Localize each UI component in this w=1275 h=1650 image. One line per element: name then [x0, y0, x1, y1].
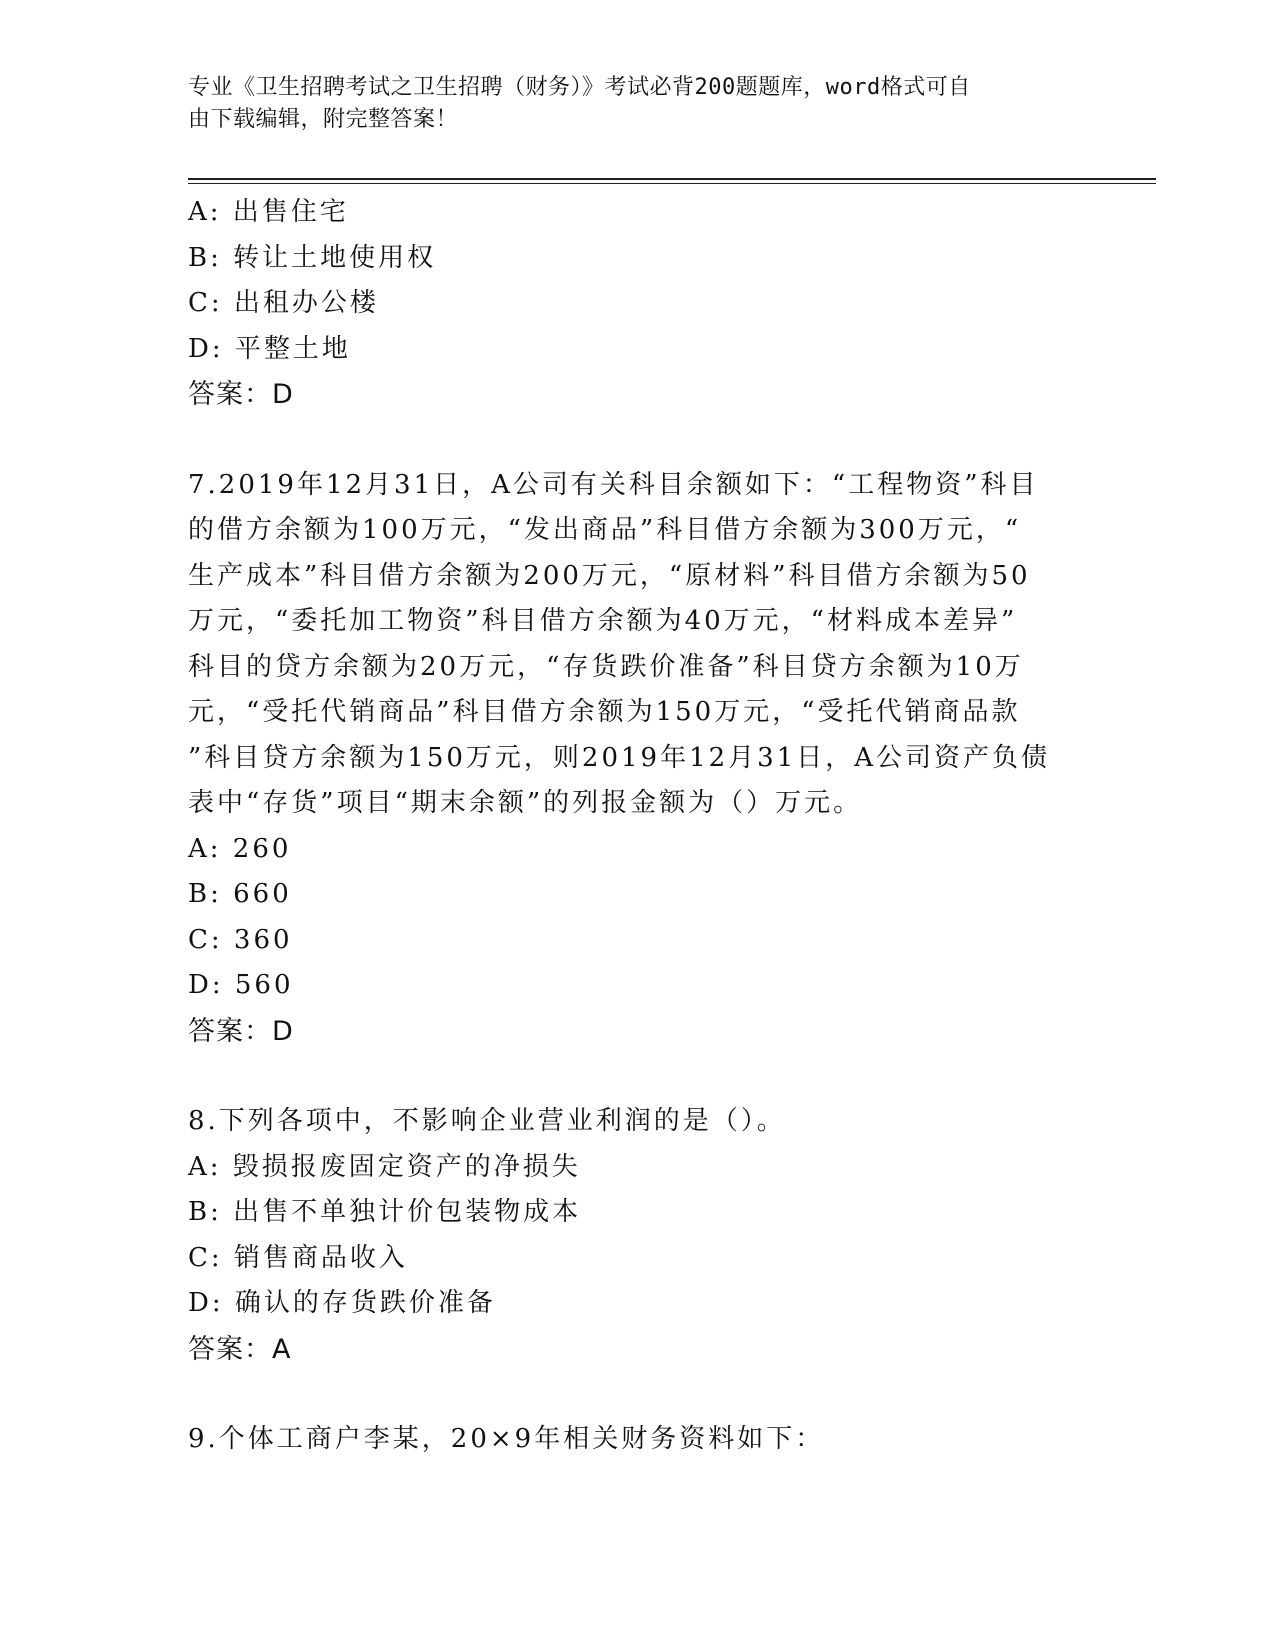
- option-b: B: 660: [188, 879, 292, 909]
- document-header: [188, 72, 1068, 136]
- option-c: C: 出租办公楼: [188, 288, 379, 318]
- header-divider: [188, 178, 1156, 180]
- question-stem: 8.下列各项中，不影响企业营业利润的是（）。: [188, 1106, 786, 1136]
- option-b: B: 转让土地使用权: [188, 242, 437, 273]
- option-d: D: 确认的存货跌价准备: [188, 1288, 496, 1318]
- option-c: C: 销售商品收入: [188, 1242, 408, 1273]
- answer: 答案：D: [188, 1015, 294, 1047]
- question-7: [188, 463, 1068, 1055]
- question-stem-line: 生产成本”科目借方余额为200万元，“原材料”科目借方余额为50: [188, 560, 1031, 591]
- question-stem-line: 的借方余额为100万元，“发出商品”科目借方余额为300万元，“: [188, 515, 1022, 545]
- question-stem: 9.个体工商户李某，20×9年相关财务资料如下：: [188, 1424, 825, 1454]
- question-stem-line: ”科目贷方余额为150万元，则2019年12月31日，A公司资产负债: [188, 742, 1051, 773]
- question-stem-line: 7.2019年12月31日，A公司有关科目余额如下：“工程物资”科目: [188, 469, 1039, 500]
- answer: 答案：A: [188, 1333, 292, 1365]
- document-body: [188, 190, 1068, 1463]
- answer: 答案：D: [188, 379, 294, 410]
- header-divider-thin: [188, 183, 1156, 184]
- question-stem-line: 表中“存货”项目“期末余额”的列报金额为（）万元。: [188, 788, 863, 818]
- option-d: D: 平整土地: [188, 333, 351, 364]
- question-9: [188, 1417, 1068, 1463]
- question-8: [188, 1099, 1068, 1372]
- question-stem-line: 科目的贷方余额为20万元，“存货跌价准备”科目贷方余额为10万: [188, 651, 1024, 682]
- spacer: [188, 1372, 1068, 1417]
- question-stem-line: 元，“受托代销商品”科目借方余额为150万元，“受托代销商品款: [188, 697, 1021, 727]
- spacer: [188, 418, 1068, 463]
- option-c: C: 360: [188, 924, 293, 955]
- header-line: 由下载编辑，附完整答案！: [188, 107, 459, 132]
- option-b: B: 出售不单独计价包装物成本: [188, 1197, 582, 1227]
- option-a: A: 260: [188, 833, 292, 864]
- option-a: A: 毁损报废固定资产的净损失: [188, 1151, 581, 1182]
- question-6: [188, 190, 1068, 418]
- option-d: D: 560: [188, 970, 294, 1000]
- header-line: 专业《卫生招聘考试之卫生招聘（财务）》考试必背200题题库，word格式可自: [188, 75, 971, 100]
- option-a: A: 出售住宅: [188, 197, 349, 227]
- spacer: [188, 1054, 1068, 1099]
- question-stem-line: 万元，“委托加工物资”科目借方余额为40万元，“材料成本差异”: [188, 606, 1018, 636]
